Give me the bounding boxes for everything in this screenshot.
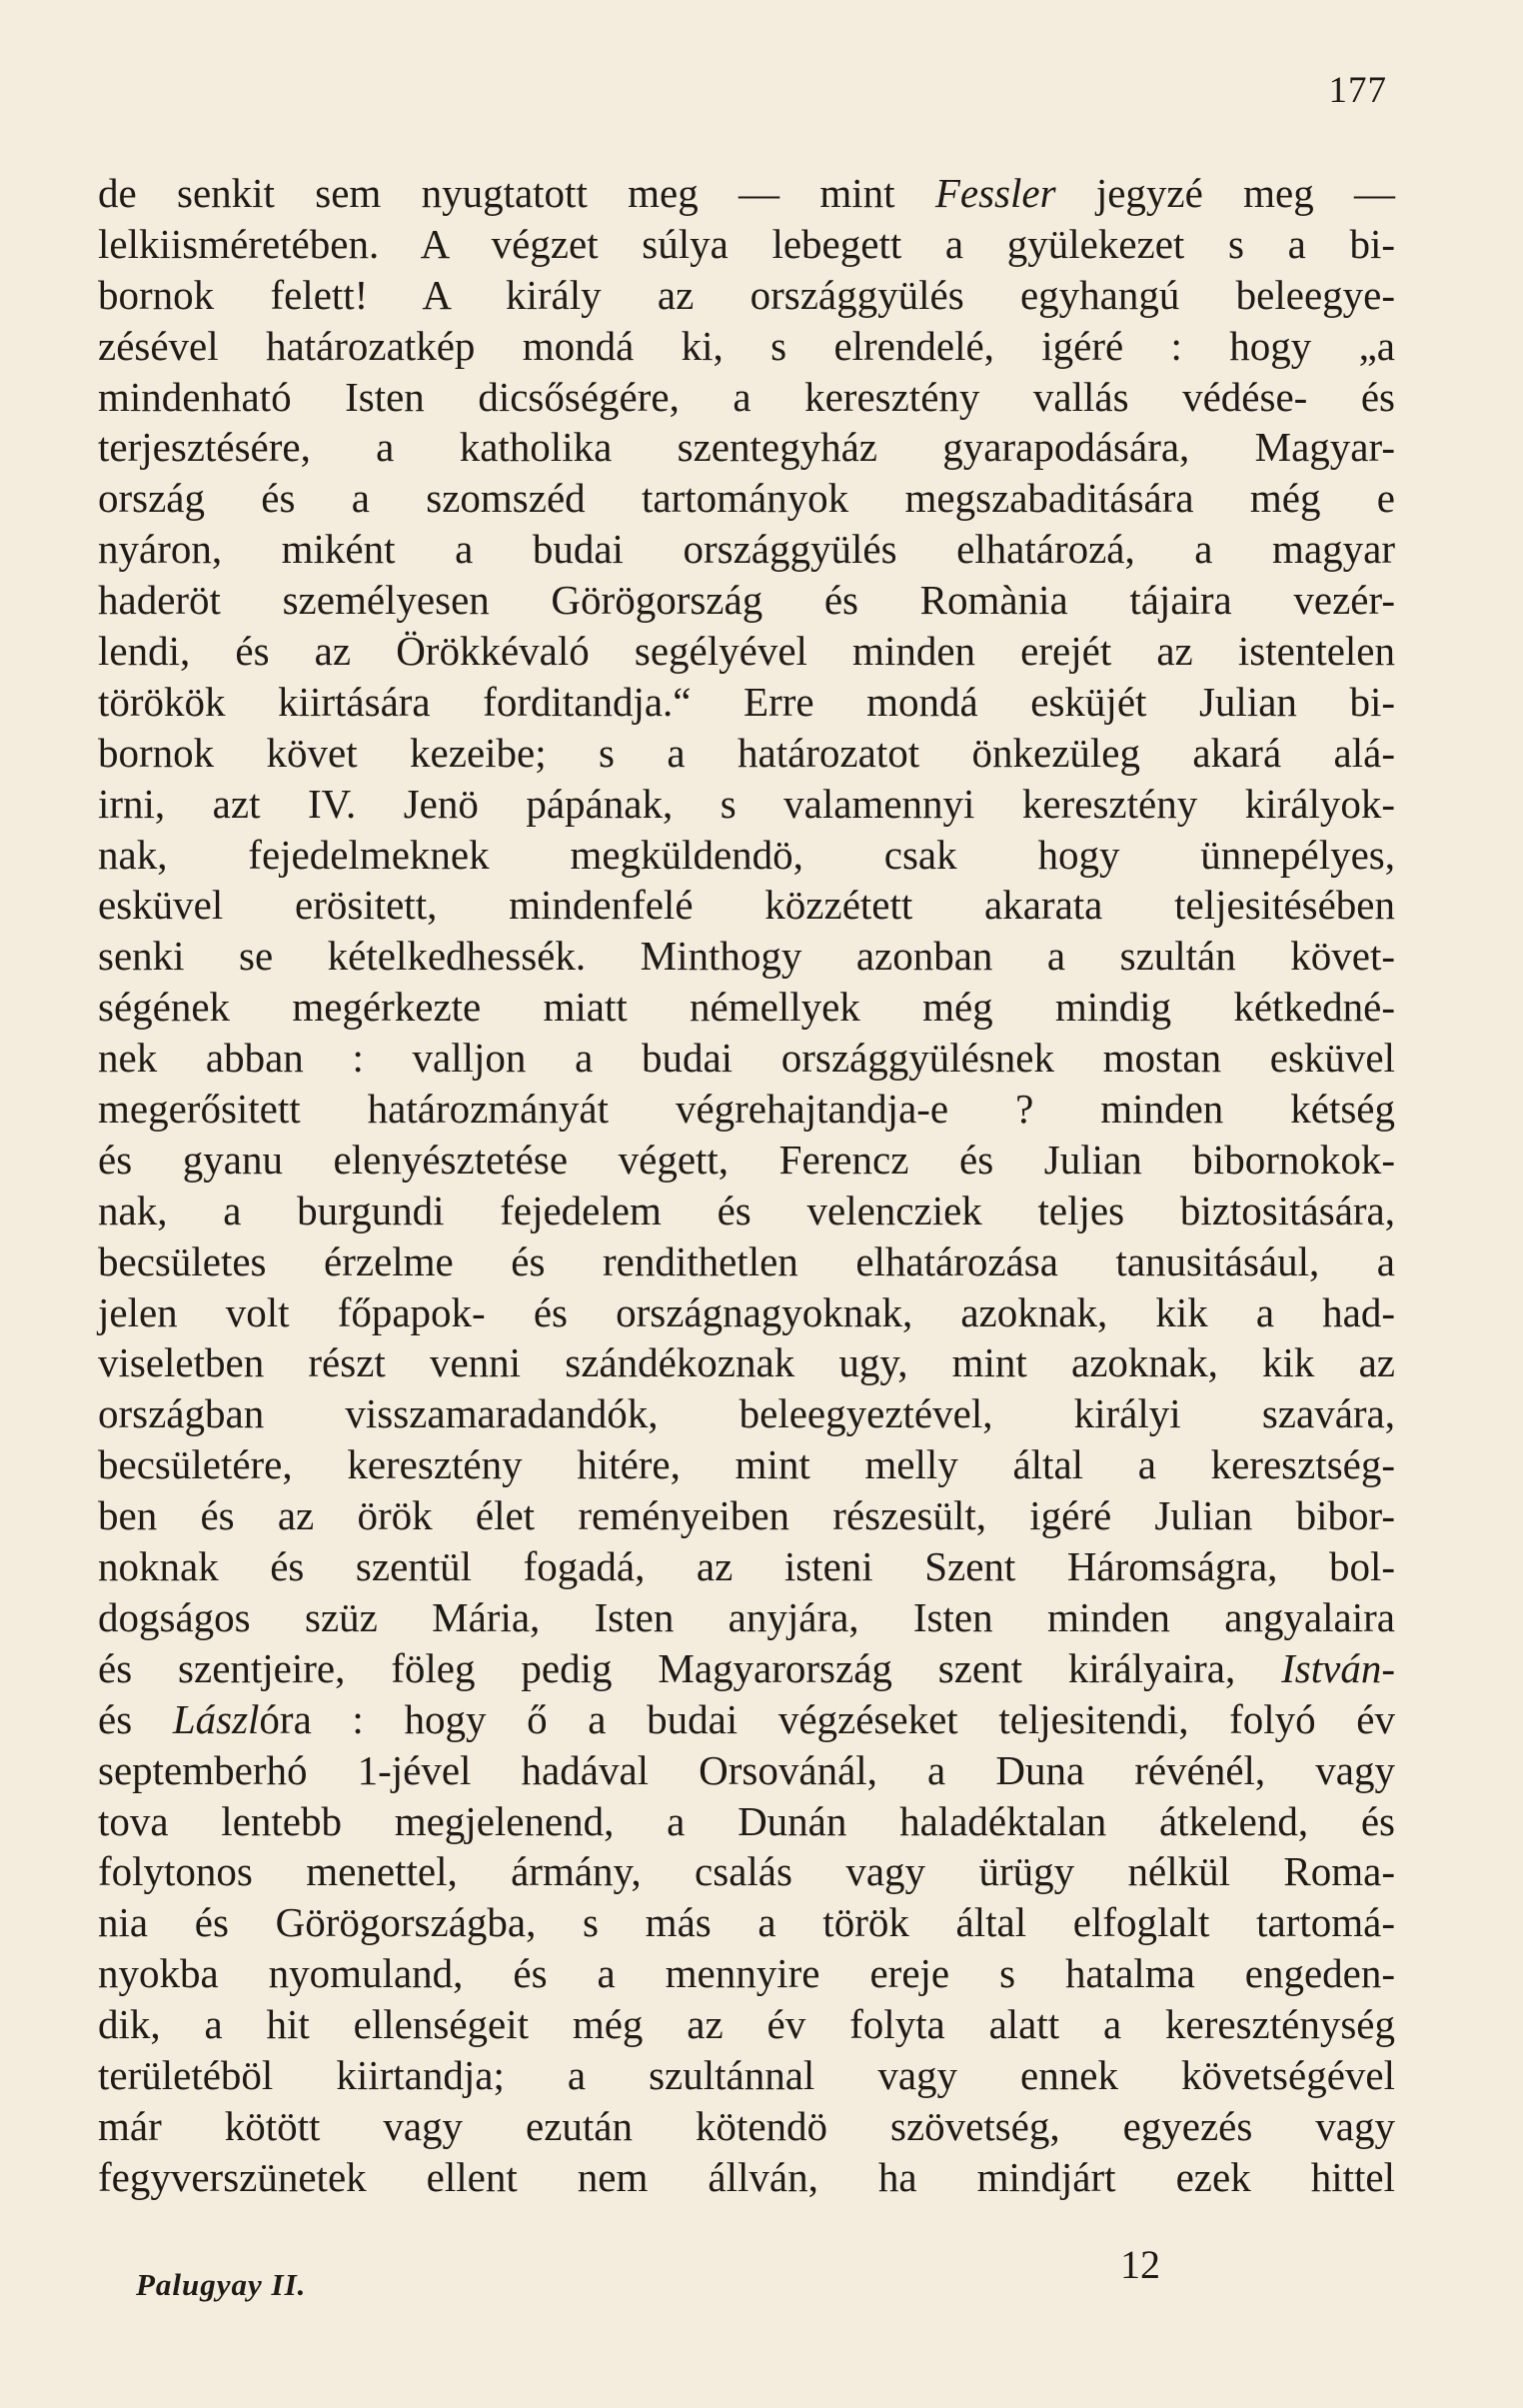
text-run: nek abban : valljon a budai országgyülésnek mostan esküvel: [98, 1035, 1395, 1082]
text-line: [98, 372, 1395, 423]
text-line: [98, 473, 1395, 524]
text-line: [98, 1084, 1395, 1135]
text-line: [98, 1897, 1395, 1948]
text-line: [98, 1796, 1395, 1847]
text-run: becsületére, keresztény hitére, mint melly által a keresztség-: [98, 1441, 1395, 1488]
text-line: [98, 1135, 1395, 1186]
text-run: területéböl kiirtandja; a szultánnal vagy ennek követségével: [98, 2051, 1395, 2098]
text-run: nak, fejedelmeknek megküldendö, csak hogy ünnepélyes,: [98, 831, 1395, 878]
italic-text: Fessler: [934, 170, 1056, 216]
text-line: [98, 626, 1395, 677]
text-line: [98, 524, 1395, 575]
text-run: nia és Görögországba, s más a török által elfoglalt tartomá-: [98, 1899, 1395, 1946]
italic-text: Lászl: [172, 1695, 260, 1742]
text-run: mindenható Isten dicsőségére, a keresztény vallás védése- és: [98, 373, 1395, 420]
text-run: megerősitett határozmányát végrehajtandja-e ? minden kétség: [98, 1086, 1395, 1133]
text-line: [98, 1846, 1395, 1897]
text-run: tova lentebb megjelenend, a Dunán haladéktalan átkelend, és: [98, 1797, 1395, 1844]
text-line: [98, 168, 1395, 219]
text-run: septemberhó 1-jével hadával Orsovánál, a Duna révénél, vagy: [98, 1746, 1395, 1793]
text-line: [98, 575, 1395, 626]
text-line: [98, 321, 1395, 372]
text-run: és gyanu elenyésztetése végett, Ferencz és Julian bibornokok-: [98, 1136, 1395, 1183]
text-line: [98, 728, 1395, 779]
text-line: [98, 677, 1395, 728]
sheet-number: 12: [1120, 2242, 1160, 2287]
text-run: bornok követ kezeibe; s a határozatot önkezüleg akará alá-: [98, 729, 1395, 776]
text-run: noknak és szentül fogadá, az isteni Szent Háromságra, bol-: [98, 1543, 1395, 1590]
text-line: [98, 931, 1395, 982]
text-run: ország és a szomszéd tartományok megszabaditására még e: [98, 475, 1395, 522]
text-run: országban visszamaradandók, beleegyeztével, királyi szavára,: [98, 1390, 1395, 1437]
text-run: lelkiisméretében. A végzet súlya lebegett a gyülekezet s a bi-: [98, 220, 1395, 267]
body-text: [98, 168, 1395, 2203]
text-line: [98, 1948, 1395, 1999]
text-line: [98, 1287, 1395, 1338]
text-run: lendi, és az Örökkévaló segélyével minden erejét az istentelen: [98, 628, 1395, 675]
text-run: már kötött vagy ezután kötendö szövetség, egyezés vagy: [98, 2102, 1395, 2149]
text-run: bornok felett! A király az országgyülés egyhangú beleegye-: [98, 271, 1395, 318]
text-line: [98, 1439, 1395, 1490]
text-run: zésével határozatkép mondá ki, s elrendelé, igéré : hogy „a: [98, 322, 1395, 369]
text-run: nyáron, miként a budai országgyülés elhatározá, a magyar: [98, 526, 1395, 573]
printer-signature: Palugyay II.: [136, 2267, 307, 2302]
text-run: irni, azt IV. Jenö pápának, s valamennyi keresztény királyok-: [98, 780, 1395, 827]
text-run: nak, a burgundi fejedelem és velencziek teljes biztositására,: [98, 1187, 1395, 1233]
text-line: [98, 1643, 1395, 1694]
text-run: esküvel erösitett, mindenfelé közzétett akarata teljesitésében: [98, 882, 1395, 929]
text-line: [98, 1490, 1395, 1541]
text-line: [98, 830, 1395, 881]
text-run: fegyverszünetek ellent nem állván, ha mindjárt ezek hittel: [98, 2153, 1395, 2200]
text-line: [98, 1033, 1395, 1084]
text-line: [98, 1694, 1395, 1745]
text-run: haderöt személyesen Görögország és Romània tájaira vezér-: [98, 577, 1395, 624]
text-run: törökök kiirtására forditandja.“ Erre mondá esküjét Julian bi-: [98, 678, 1395, 725]
text-run: viseletben részt venni szándékoznak ugy, mint azoknak, kik az: [98, 1339, 1395, 1386]
text-run: nyokba nyomuland, és a mennyire ereje s hatalma engeden-: [98, 1950, 1395, 1997]
text-run: ségének megérkezte miatt némellyek még mindig kétkedné-: [98, 984, 1395, 1031]
text-line: [98, 219, 1395, 270]
text-line: [98, 1337, 1395, 1388]
text-line: [98, 1186, 1395, 1236]
text-run: terjesztésére, a katholika szentegyház gyarapodására, Magyar-: [98, 424, 1395, 471]
text-line: [98, 2152, 1395, 2203]
text-run: jegyzé meg —: [1055, 170, 1396, 216]
text-line: [98, 1592, 1395, 1643]
text-run: dogságos szüz Mária, Isten anyjára, Isten minden angyalaira: [98, 1593, 1395, 1640]
text-run: de senkit sem nyugtatott meg — mint: [98, 170, 935, 216]
text-line: [98, 2101, 1395, 2152]
text-run: folytonos menettel, ármány, csalás vagy ürügy nélkül Roma-: [98, 1848, 1395, 1895]
text-line: [98, 982, 1395, 1033]
text-line: [98, 1745, 1395, 1796]
text-line: [98, 1236, 1395, 1287]
text-run: dik, a hit ellenségeit még az év folyta alatt a kereszténység: [98, 2001, 1395, 2048]
text-line: [98, 1388, 1395, 1439]
text-line: [98, 779, 1395, 830]
text-run: és: [98, 1695, 173, 1742]
italic-text: István-: [1281, 1644, 1395, 1691]
text-run: és szentjeire, föleg pedig Magyarország szent királyaira,: [98, 1644, 1282, 1691]
text-line: [98, 2050, 1395, 2101]
text-line: [98, 1999, 1395, 2050]
page-number: 177: [1328, 70, 1387, 111]
text-line: [98, 880, 1395, 931]
text-line: [98, 1541, 1395, 1592]
text-run: senki se kételkedhessék. Minthogy azonban a szultán követ-: [98, 933, 1395, 980]
text-line: [98, 270, 1395, 321]
text-run: jelen volt főpapok- és országnagyoknak, azoknak, kik a had-: [98, 1288, 1395, 1335]
text-run: becsületes érzelme és rendithetlen elhatározása tanusitásául, a: [98, 1237, 1395, 1284]
text-run: ben és az örök élet reményeiben részesült, igéré Julian bibor-: [98, 1492, 1395, 1539]
text-line: [98, 422, 1395, 473]
text-run: óra : hogy ő a budai végzéseket teljesitendi, folyó év: [259, 1695, 1395, 1742]
